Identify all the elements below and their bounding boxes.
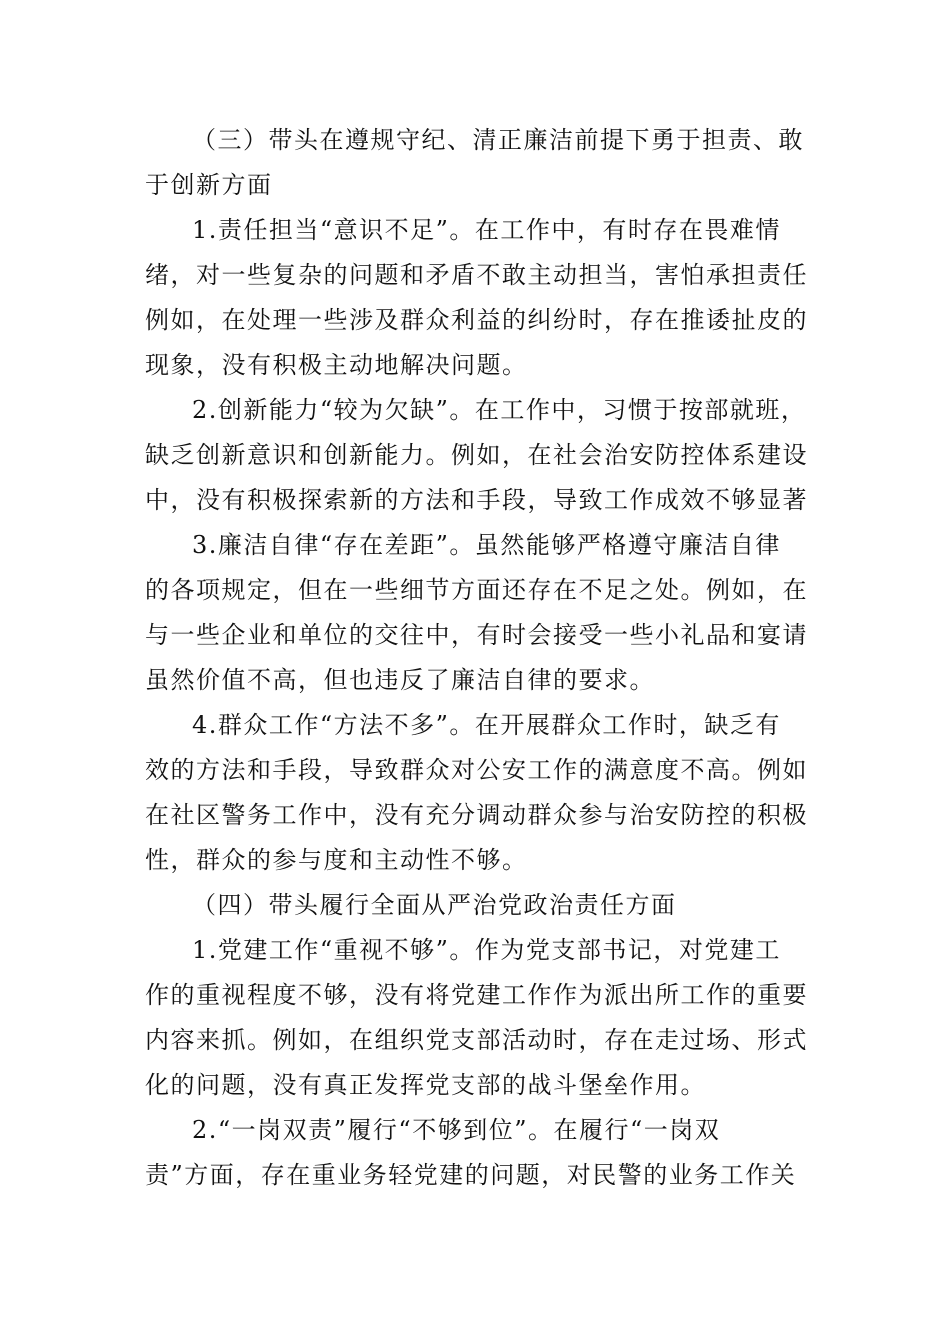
paragraph-line: 效的方法和手段，导致群众对公安工作的满意度不高。例如	[145, 756, 808, 784]
paragraph-line: 化的问题，没有真正发挥党支部的战斗堡垒作用。	[145, 1071, 706, 1099]
paragraph-line: 内容来抓。例如，在组织党支部活动时，存在走过场、形式	[145, 1026, 808, 1054]
paragraph-line: 中，没有积极探索新的方法和手段，导致工作成效不够显著	[145, 486, 808, 514]
paragraph-line: 虽然价值不高，但也违反了廉洁自律的要求。	[145, 666, 655, 694]
paragraph-line: 与一些企业和单位的交往中，有时会接受一些小礼品和宴请	[145, 621, 808, 649]
paragraph-line: 2.“一岗双责”履行“不够到位”。在履行“一岗双	[192, 1116, 721, 1144]
paragraph-line: 在社区警务工作中，没有充分调动群众参与治安防控的积极	[145, 801, 808, 829]
paragraph-line: 绪，对一些复杂的问题和矛盾不敢主动担当，害怕承担责任	[145, 261, 808, 289]
paragraph-line: 2.创新能力“较为欠缺”。在工作中，习惯于按部就班，	[192, 396, 807, 424]
paragraph-line: 责”方面，存在重业务轻党建的问题，对民警的业务工作关	[145, 1161, 797, 1189]
paragraph-line: 的各项规定，但在一些细节方面还存在不足之处。例如，在	[145, 576, 808, 604]
section-heading-4: （四）带头履行全面从严治党政治责任方面	[192, 891, 677, 919]
section-heading-3: （三）带头在遵规守纪、清正廉洁前提下勇于担责、敢	[192, 126, 804, 154]
paragraph-line: 4.群众工作“方法不多”。在开展群众工作时，缺乏有	[192, 711, 781, 739]
paragraph-line: 例如，在处理一些涉及群众利益的纠纷时，存在推诿扯皮的	[145, 306, 808, 334]
paragraph-line: 现象，没有积极主动地解决问题。	[145, 351, 528, 379]
paragraph-line: 性，群众的参与度和主动性不够。	[145, 846, 528, 874]
paragraph-line: 1.党建工作“重视不够”。作为党支部书记，对党建工	[192, 936, 781, 964]
paragraph-line: 作的重视程度不够，没有将党建工作作为派出所工作的重要	[145, 981, 808, 1009]
paragraph-line: 3.廉洁自律“存在差距”。虽然能够严格遵守廉洁自律	[192, 531, 781, 559]
section-heading-3-cont: 于创新方面	[145, 171, 273, 199]
paragraph-line: 1.责任担当“意识不足”。在工作中，有时存在畏难情	[192, 216, 781, 244]
paragraph-line: 缺乏创新意识和创新能力。例如，在社会治安防控体系建设	[145, 441, 808, 469]
